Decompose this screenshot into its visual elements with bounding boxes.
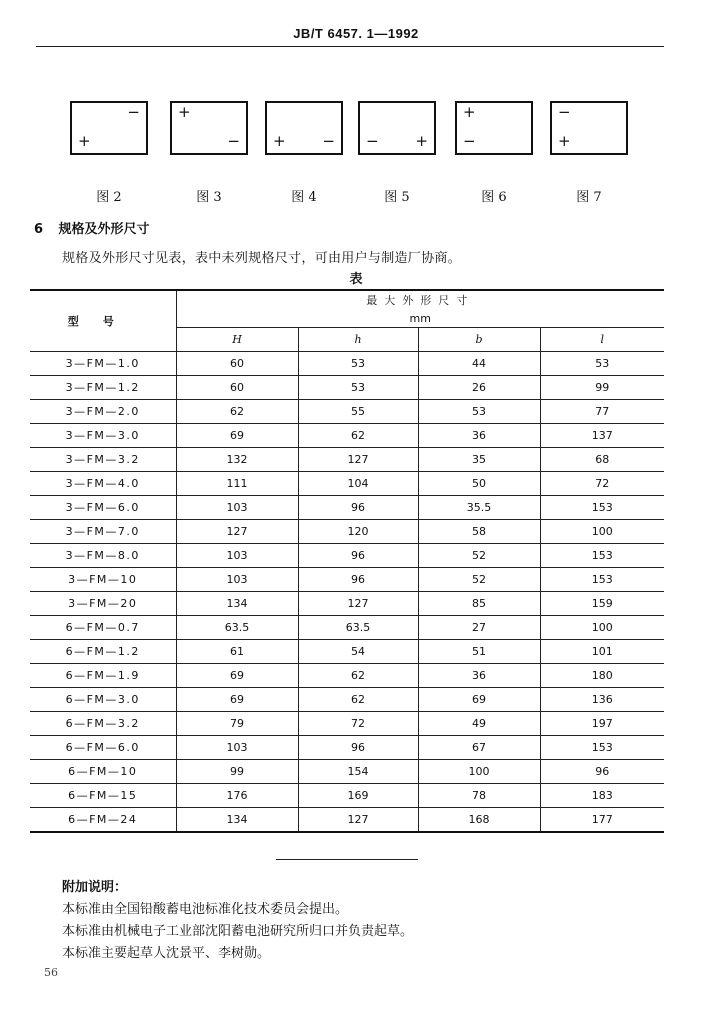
- model-cell: 6—FM—3.0: [30, 688, 176, 712]
- dimension-cell: 53: [418, 400, 540, 424]
- table-row: [30, 616, 664, 640]
- col-header-h: h: [298, 328, 418, 352]
- dimension-cell: 96: [540, 760, 664, 784]
- dimension-cell: 78: [418, 784, 540, 808]
- section-paragraph: 规格及外形尺寸见表，表中未列规格尺寸，可由用户与制造厂协商。: [62, 251, 462, 266]
- figure-caption: 图 5: [384, 190, 410, 205]
- table-caption: 表: [349, 272, 363, 287]
- section-number: 6: [34, 222, 44, 237]
- dimension-table: [30, 289, 664, 833]
- dimension-cell: 67: [418, 736, 540, 760]
- figure-caption: 图 2: [96, 190, 122, 205]
- dimension-cell: 55: [298, 400, 418, 424]
- dimension-cell: 132: [176, 448, 298, 472]
- dimension-cell: 52: [418, 544, 540, 568]
- dimension-cell: 68: [540, 448, 664, 472]
- header-rule: [36, 46, 664, 47]
- additional-notes: [62, 877, 413, 965]
- dimension-cell: 58: [418, 520, 540, 544]
- dimension-cell: 180: [540, 664, 664, 688]
- terminal-sign: −: [227, 132, 240, 150]
- dimension-cell: 134: [176, 592, 298, 616]
- dimension-cell: 49: [418, 712, 540, 736]
- model-cell: 3—FM—20: [30, 592, 176, 616]
- table-row: [30, 520, 664, 544]
- unit-label: mm: [176, 309, 664, 328]
- dimension-cell: 35.5: [418, 496, 540, 520]
- dimension-cell: 35: [418, 448, 540, 472]
- dimension-cell: 103: [176, 544, 298, 568]
- model-cell: 3—FM—7.0: [30, 520, 176, 544]
- dimension-cell: 60: [176, 352, 298, 376]
- dimension-cell: 96: [298, 568, 418, 592]
- standard-number: JB/T 6457. 1—1992: [293, 26, 419, 41]
- dimension-cell: 63.5: [298, 616, 418, 640]
- dimension-cell: 79: [176, 712, 298, 736]
- model-cell: 6—FM—24: [30, 808, 176, 833]
- terminal-sign: −: [463, 132, 476, 150]
- type-header: 型号: [30, 290, 176, 352]
- figure-caption: 图 4: [291, 190, 317, 205]
- terminal-sign: −: [322, 132, 335, 150]
- dimension-cell: 100: [418, 760, 540, 784]
- dimension-cell: 111: [176, 472, 298, 496]
- table-row: [30, 664, 664, 688]
- model-cell: 3—FM—1.2: [30, 376, 176, 400]
- table-row: [30, 808, 664, 833]
- battery-terminal-diagram: [455, 101, 533, 155]
- dimension-cell: 197: [540, 712, 664, 736]
- terminal-sign: +: [415, 132, 428, 150]
- table-row: [30, 400, 664, 424]
- table-row: [30, 496, 664, 520]
- dimension-cell: 153: [540, 544, 664, 568]
- dimension-cell: 134: [176, 808, 298, 833]
- dimension-cell: 100: [540, 520, 664, 544]
- dimension-cell: 53: [298, 352, 418, 376]
- dimension-cell: 85: [418, 592, 540, 616]
- model-cell: 6—FM—15: [30, 784, 176, 808]
- notes-line: 本标准主要起草人沈景平、李树勋。: [62, 946, 271, 961]
- table-row: [30, 688, 664, 712]
- dimension-cell: 103: [176, 496, 298, 520]
- terminal-sign: −: [366, 132, 379, 150]
- dimension-cell: 69: [176, 688, 298, 712]
- model-cell: 3—FM—4.0: [30, 472, 176, 496]
- figure-caption: 图 3: [196, 190, 222, 205]
- dimension-cell: 127: [298, 808, 418, 833]
- dimension-cell: 53: [298, 376, 418, 400]
- col-header-l: l: [540, 328, 664, 352]
- battery-terminal-diagram: [170, 101, 248, 155]
- dimension-cell: 96: [298, 544, 418, 568]
- dimension-cell: 137: [540, 424, 664, 448]
- dimension-cell: 153: [540, 496, 664, 520]
- terminal-sign: −: [558, 103, 571, 121]
- model-cell: 6—FM—1.9: [30, 664, 176, 688]
- model-cell: 6—FM—1.2: [30, 640, 176, 664]
- dimension-cell: 176: [176, 784, 298, 808]
- battery-terminal-diagram: [358, 101, 436, 155]
- dimension-cell: 62: [298, 688, 418, 712]
- model-cell: 3—FM—1.0: [30, 352, 176, 376]
- model-cell: 6—FM—6.0: [30, 736, 176, 760]
- dimension-cell: 183: [540, 784, 664, 808]
- dimension-cell: 127: [298, 448, 418, 472]
- notes-line: 本标准由全国铅酸蓄电池标准化技术委员会提出。: [62, 902, 349, 917]
- model-cell: 6—FM—0.7: [30, 616, 176, 640]
- table-row: [30, 544, 664, 568]
- table-row: [30, 448, 664, 472]
- dimension-cell: 103: [176, 736, 298, 760]
- model-cell: 6—FM—3.2: [30, 712, 176, 736]
- dimension-cell: 177: [540, 808, 664, 833]
- terminal-sign: +: [273, 132, 286, 150]
- dimension-cell: 63.5: [176, 616, 298, 640]
- notes-line: 本标准由机械电子工业部沈阳蓄电池研究所归口并负责起草。: [62, 924, 414, 939]
- dimension-cell: 69: [176, 664, 298, 688]
- table-row: [30, 784, 664, 808]
- page-number: 56: [44, 966, 58, 979]
- dimension-cell: 127: [298, 592, 418, 616]
- terminal-sign: +: [463, 103, 476, 121]
- dimension-cell: 62: [298, 424, 418, 448]
- model-cell: 3—FM—3.0: [30, 424, 176, 448]
- dimension-cell: 44: [418, 352, 540, 376]
- terminal-sign: +: [558, 132, 571, 150]
- dimension-cell: 69: [176, 424, 298, 448]
- table-row: [30, 736, 664, 760]
- dimension-cell: 60: [176, 376, 298, 400]
- dimension-cell: 154: [298, 760, 418, 784]
- table-row: [30, 472, 664, 496]
- table-row: [30, 568, 664, 592]
- dimension-cell: 120: [298, 520, 418, 544]
- dimension-cell: 104: [298, 472, 418, 496]
- section-title: 规格及外形尺寸: [58, 222, 150, 237]
- dimension-cell: 26: [418, 376, 540, 400]
- dimension-cell: 36: [418, 424, 540, 448]
- table-row: [30, 424, 664, 448]
- col-header-H: H: [176, 328, 298, 352]
- battery-terminal-diagram: [265, 101, 343, 155]
- terminal-sign: +: [178, 103, 191, 121]
- dimension-cell: 96: [298, 736, 418, 760]
- dimension-cell: 50: [418, 472, 540, 496]
- dimension-cell: 51: [418, 640, 540, 664]
- dimension-cell: 100: [540, 616, 664, 640]
- battery-terminal-diagram: [550, 101, 628, 155]
- terminal-sign: −: [127, 103, 140, 121]
- col-header-b: b: [418, 328, 540, 352]
- dimension-cell: 69: [418, 688, 540, 712]
- model-cell: 3—FM—8.0: [30, 544, 176, 568]
- dimension-cell: 159: [540, 592, 664, 616]
- notes-title: 附加说明：: [62, 880, 128, 895]
- dimension-cell: 153: [540, 736, 664, 760]
- end-rule: [276, 859, 418, 860]
- dimension-cell: 36: [418, 664, 540, 688]
- dimension-cell: 96: [298, 496, 418, 520]
- dimension-cell: 99: [540, 376, 664, 400]
- table-row: [30, 592, 664, 616]
- model-cell: 3—FM—10: [30, 568, 176, 592]
- dimension-cell: 169: [298, 784, 418, 808]
- dimension-cell: 72: [540, 472, 664, 496]
- model-cell: 3—FM—2.0: [30, 400, 176, 424]
- terminal-sign: +: [78, 132, 91, 150]
- dimension-cell: 168: [418, 808, 540, 833]
- dimension-cell: 62: [176, 400, 298, 424]
- dimension-cell: 103: [176, 568, 298, 592]
- table-row: [30, 712, 664, 736]
- section-heading: [34, 218, 150, 237]
- model-cell: 3—FM—3.2: [30, 448, 176, 472]
- group-header: 最大外形尺寸: [176, 290, 664, 309]
- figure-caption: 图 7: [576, 190, 602, 205]
- dimension-cell: 99: [176, 760, 298, 784]
- dimension-cell: 77: [540, 400, 664, 424]
- dimension-cell: 62: [298, 664, 418, 688]
- dimension-cell: 53: [540, 352, 664, 376]
- document-header: [0, 26, 712, 41]
- dimension-cell: 136: [540, 688, 664, 712]
- dimension-cell: 54: [298, 640, 418, 664]
- model-cell: 3—FM—6.0: [30, 496, 176, 520]
- dimension-cell: 61: [176, 640, 298, 664]
- figure-caption: 图 6: [481, 190, 507, 205]
- table-row: [30, 640, 664, 664]
- table-row: [30, 352, 664, 376]
- battery-terminal-diagram: [70, 101, 148, 155]
- dimension-cell: 52: [418, 568, 540, 592]
- model-cell: 6—FM—10: [30, 760, 176, 784]
- table-row: [30, 760, 664, 784]
- dimension-cell: 153: [540, 568, 664, 592]
- dimension-cell: 127: [176, 520, 298, 544]
- table-row: [30, 376, 664, 400]
- dimension-cell: 72: [298, 712, 418, 736]
- dimension-cell: 101: [540, 640, 664, 664]
- dimension-cell: 27: [418, 616, 540, 640]
